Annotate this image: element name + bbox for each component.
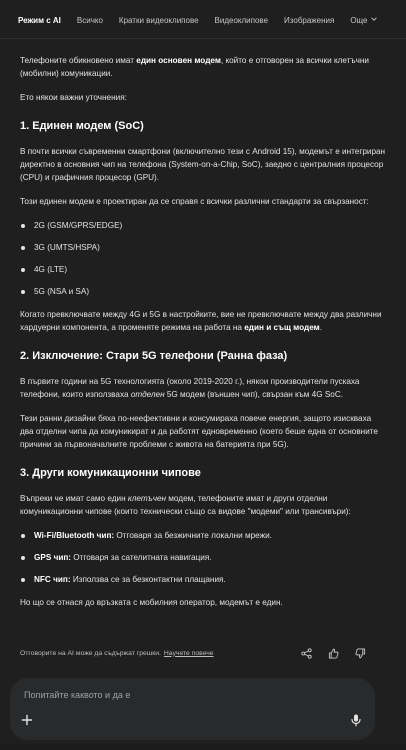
learn-more-link[interactable]: Научете повече	[163, 649, 214, 657]
list-item: NFC чип: Използва се за безконтактни плащания.	[20, 573, 386, 586]
tabs-divider	[0, 38, 406, 39]
paragraph: В почти всички съвременни смартфони (включително тези с Android 15), модемът е интегриран директно в основния чип на телефона (System-on-a-Chip, SoC), заедно с централния процесор (CPU) и графичния процесор (GPU).	[20, 147, 386, 182]
tab-images[interactable]: Изображения	[284, 15, 335, 25]
section-heading: 3. Други комуникационни чипове	[20, 467, 201, 479]
list-item: 3G (UMTS/HSPA)	[20, 241, 386, 254]
list-item: 4G (LTE)	[20, 263, 386, 276]
search-tabs	[0, 0, 406, 40]
chips-list	[20, 529, 386, 586]
prompt-box	[10, 678, 375, 740]
tab-ai-mode[interactable]: Режим с AI	[18, 15, 61, 25]
ai-disclaimer: Отговорите на AI може да съдържат грешки.	[20, 649, 161, 657]
clarifications-paragraph: Ето някои важни уточнения:	[20, 93, 127, 102]
feedback-actions	[301, 648, 366, 659]
paragraph: Този единен модем е проектиран да се справя с всички различни стандарти за свързаност:	[20, 197, 369, 206]
chevron-down-icon	[370, 15, 378, 25]
list-item: GPS чип: Отговаря за сателитната навигация.	[20, 551, 386, 564]
share-icon[interactable]	[301, 648, 312, 659]
closing-paragraph: Но що се отнася до връзката с мобилния оператор, модемът е един.	[20, 598, 283, 607]
list-item: 2G (GSM/GPRS/EDGE)	[20, 219, 386, 232]
prompt-input[interactable]	[22, 686, 346, 704]
tab-short-videos[interactable]: Кратки видеоклипове	[118, 15, 199, 25]
section-heading: 2. Изключение: Стари 5G телефони (Ранна фаза)	[20, 350, 288, 362]
paragraph: Когато превключвате между 4G и 5G в настройките, вие не превключвате между два различни хардуерни компонента, а променяте режима на работа на един и същ модем.	[20, 310, 382, 332]
bottom-strip	[0, 744, 406, 750]
plus-icon[interactable]	[20, 713, 34, 727]
paragraph: Въпреки че имат само един клетъчен модем, телефоните имат и други отделни комуникационни чипове (които технически също са видове "модеми" или трансивъри):	[20, 494, 351, 516]
standards-list	[20, 219, 386, 298]
tab-more[interactable]	[350, 15, 377, 25]
answer-footer	[20, 646, 366, 660]
microphone-icon[interactable]	[349, 713, 363, 727]
intro-paragraph: Телефоните обикновено имат един основен модем, който е отговорен за всички клетъчни (мобилни) комуникации.	[20, 56, 369, 78]
thumbs-down-icon[interactable]	[355, 648, 366, 659]
paragraph: В първите години на 5G технологията (около 2019-2020 г.), някои производители пускаха телефони, които използваха отделен 5G модем (външен чип), свързан към 4G SoC.	[20, 377, 360, 399]
list-item: Wi-Fi/Bluetooth чип: Отговаря за безжичните локални мрежи.	[20, 529, 386, 542]
ai-answer	[20, 54, 386, 620]
paragraph: Тези ранни дизайни бяха по-неефективни и консумираха повече енергия, защото изискваха два отделни чипа да комуникират и да работят едновременно (което беше една от основните причини за първоначалните проблеми с живота на батерията при 5G).	[20, 414, 378, 449]
tab-videos[interactable]: Видеоклипове	[214, 15, 269, 25]
section-heading: 1. Единен модем (SoC)	[20, 120, 144, 132]
list-item: 5G (NSA и SA)	[20, 285, 386, 298]
tab-all[interactable]: Всичко	[76, 15, 103, 25]
tab-more-label: Още	[350, 15, 368, 25]
thumbs-up-icon[interactable]	[328, 648, 339, 659]
